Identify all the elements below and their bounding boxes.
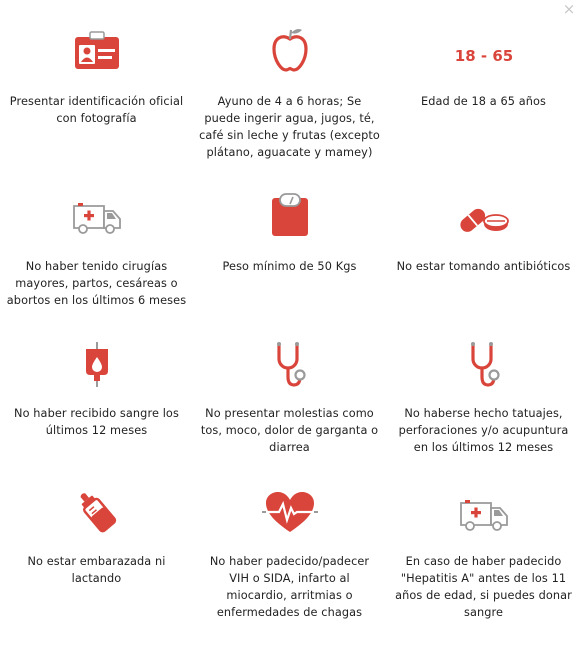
baby-bottle-icon [0, 487, 193, 537]
requirement-text: En caso de haber padecido "Hepatitis A" antes de los 11 años de edad, si puedes donar sangre [395, 555, 572, 619]
requirement-text: No estar tomando antibióticos [396, 260, 571, 273]
apple-icon [193, 24, 386, 74]
requirement-text: Ayuno de 4 a 6 horas; Se puede ingerir agua, jugos, té, café sin leche y frutas (excepto plátano, aguacate y mamey) [199, 95, 380, 159]
requirement-text: No haber recibido sangre los últimos 12 meses [14, 407, 179, 437]
requirement-text: No estar embarazada ni lactando [27, 555, 166, 585]
ambulance-icon [387, 490, 580, 540]
scale-icon [193, 190, 386, 240]
blood-bag-icon [0, 340, 193, 390]
heart-pulse-icon [193, 487, 386, 537]
ambulance-icon [0, 193, 193, 243]
requirement-text: No presentar molestias como tos, moco, dolor de garganta o diarrea [200, 407, 379, 454]
svg-text:18 - 65: 18 - 65 [454, 47, 513, 65]
requirement-text: No haber padecido/padecer VIH o SIDA, infarto al miocardio, arritmias o enfermedades de chagas [209, 555, 370, 619]
close-icon[interactable]: × [562, 0, 576, 18]
requirement-text: No haber tenido cirugías mayores, partos, cesáreas o abortos en los últimos 6 meses [6, 260, 187, 307]
age-range-icon [387, 28, 580, 78]
id-card-icon [0, 27, 193, 77]
requirement-text: Peso mínimo de 50 Kgs [222, 260, 357, 273]
stethoscope-icon [387, 340, 580, 390]
requirement-text: Presentar identificación oficial con fotografía [9, 95, 184, 125]
pills-icon [387, 194, 580, 244]
stethoscope-icon [193, 340, 386, 390]
requirement-text: Edad de 18 a 65 años [420, 95, 547, 108]
requirement-text: No haberse hecho tatuajes, perforaciones y/o acupuntura en los últimos 12 meses [398, 407, 569, 454]
